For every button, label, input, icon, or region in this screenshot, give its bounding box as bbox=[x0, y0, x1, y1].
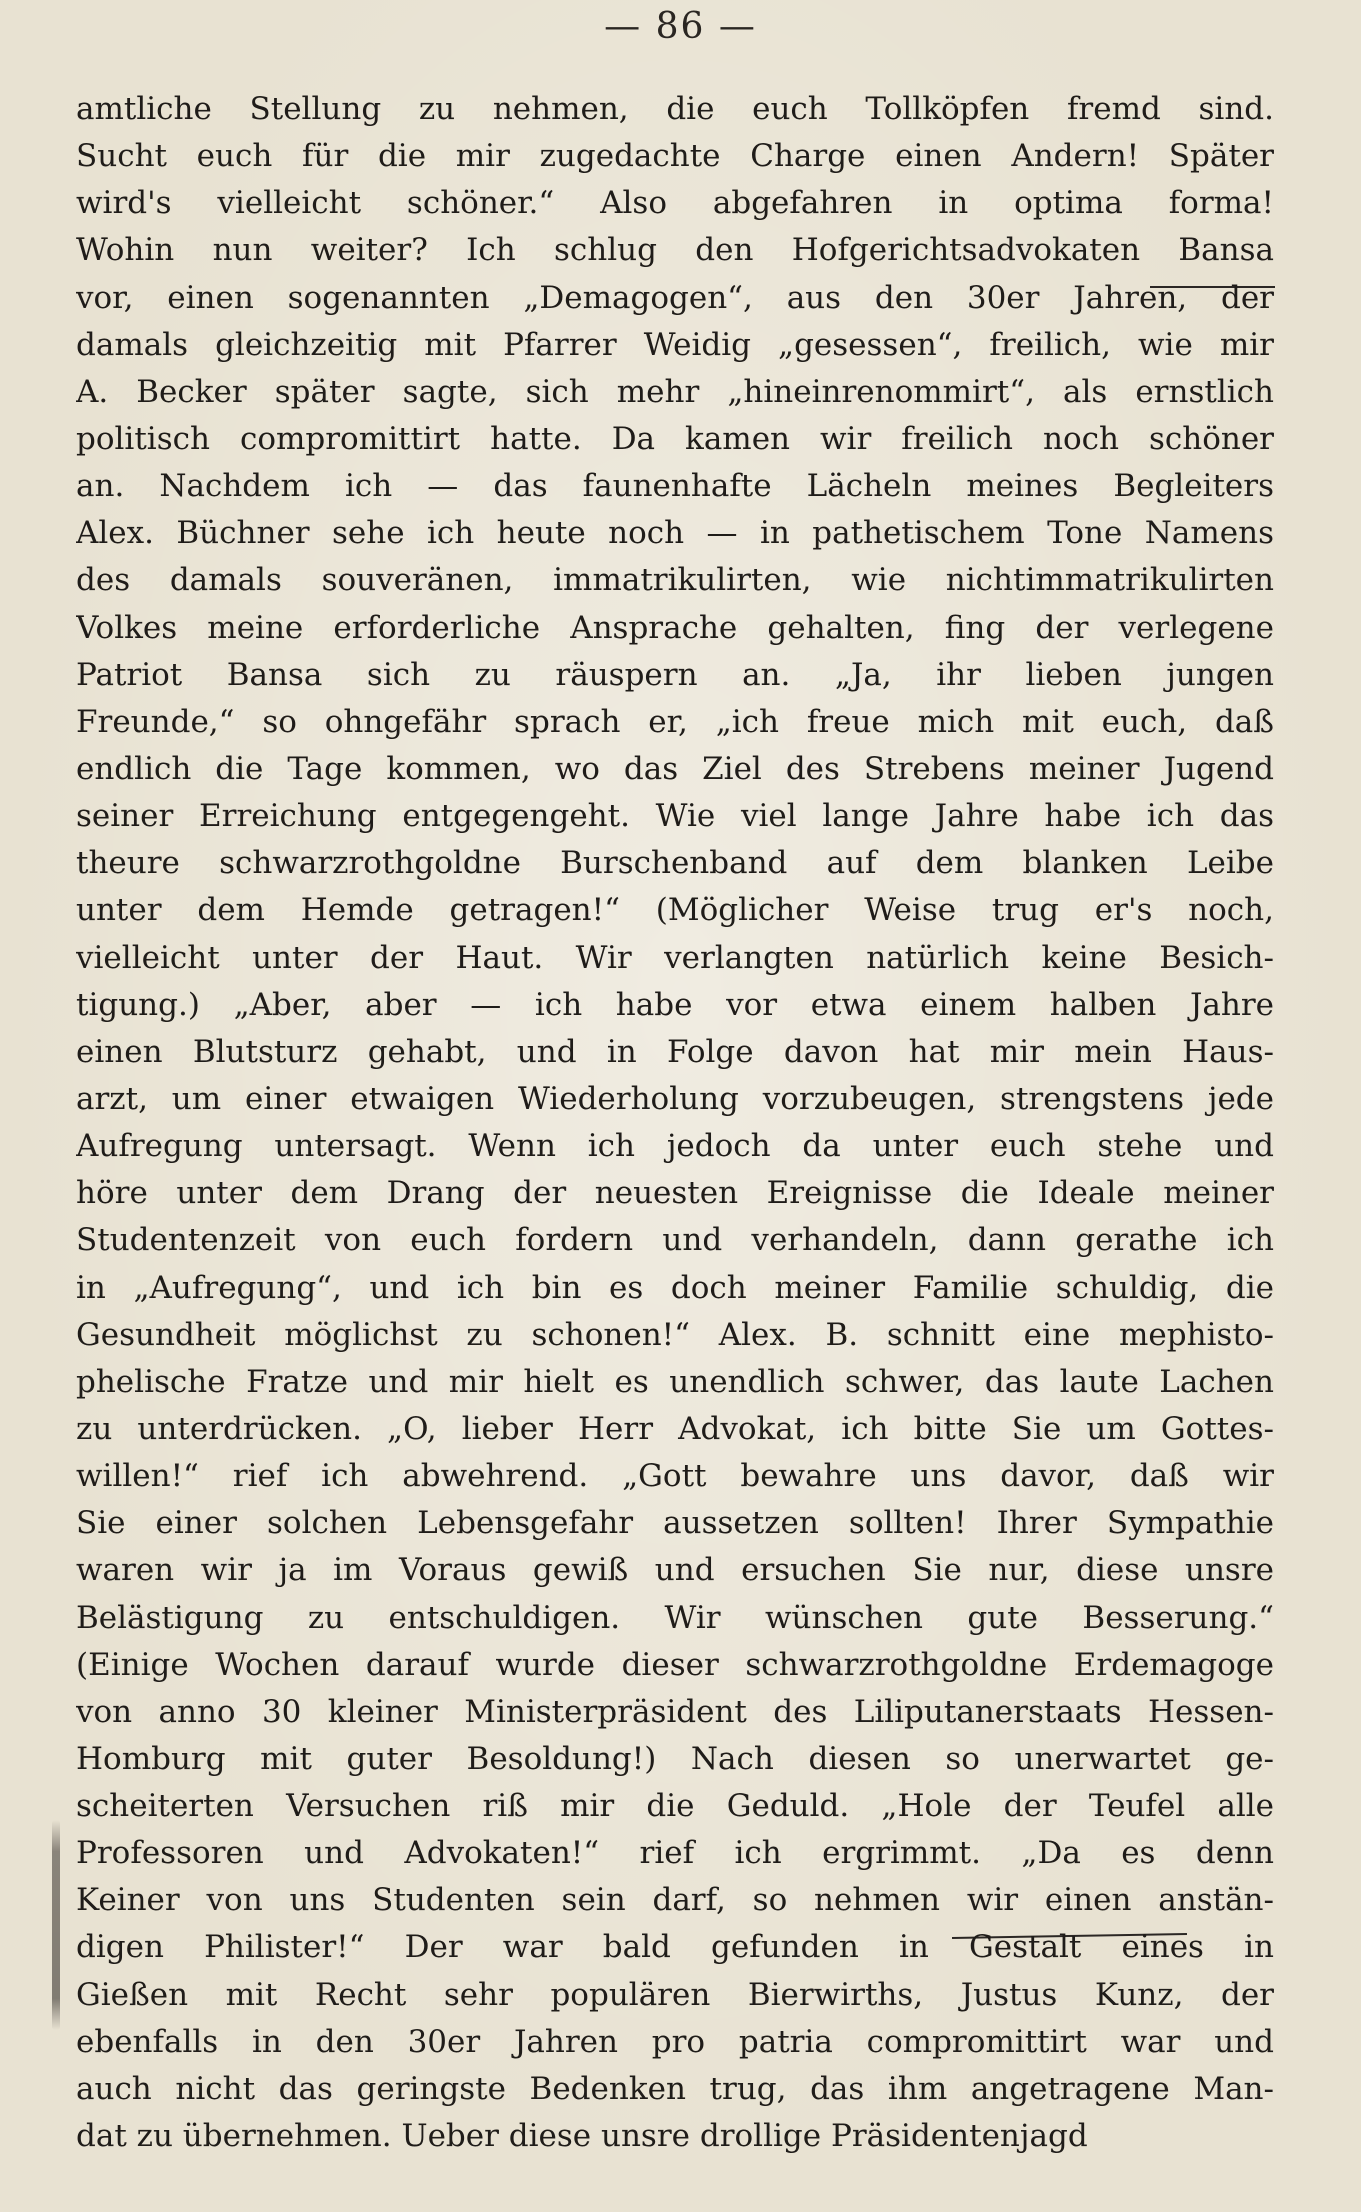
text-line: tigung.) „Aber, aber — ich habe vor etwa einem halben Jahre bbox=[76, 986, 1274, 1023]
text-line: einen Blutsturz gehabt, und in Folge davon hat mir mein Haus- bbox=[76, 1033, 1274, 1070]
text-line: Freunde,“ so ohngefähr sprach er, „ich freue mich mit euch, daß bbox=[76, 703, 1274, 740]
text-line: arzt, um einer etwaigen Wiederholung vorzubeugen, strengstens jede bbox=[76, 1080, 1274, 1117]
text-line: vielleicht unter der Haut. Wir verlangten natürlich keine Besich- bbox=[76, 939, 1274, 976]
text-line: Sie einer solchen Lebensgefahr aussetzen sollten! Ihrer Sympathie bbox=[76, 1505, 1274, 1542]
text-line: Alex. Büchner sehe ich heute noch — in pathetischem Tone Namens bbox=[76, 515, 1274, 552]
text-line: Gesundheit möglichst zu schonen!“ Alex. B. schnitt eine mephisto- bbox=[76, 1316, 1274, 1353]
text-line: Studentenzeit von euch fordern und verhandeln, dann gerathe ich bbox=[76, 1222, 1274, 1259]
text-line: zu unterdrücken. „O, lieber Herr Advokat, ich bitte Sie um Gottes- bbox=[76, 1410, 1274, 1447]
text-line: willen!“ rief ich abwehrend. „Gott bewahre uns davor, daß wir bbox=[76, 1458, 1274, 1495]
text-line: an. Nachdem ich — das faunenhafte Lächeln meines Begleiters bbox=[76, 468, 1274, 505]
text-line: (Einige Wochen darauf wurde dieser schwarzrothgoldne Erdemagoge bbox=[76, 1646, 1274, 1683]
text-line: damals gleichzeitig mit Pfarrer Weidig „gesessen“, freilich, wie mir bbox=[76, 326, 1274, 363]
text-line: endlich die Tage kommen, wo das Ziel des Strebens meiner Jugend bbox=[76, 750, 1274, 787]
page-number: — 86 — bbox=[604, 6, 757, 47]
text-line: phelische Fratze und mir hielt es unendlich schwer, das laute Lachen bbox=[76, 1363, 1274, 1400]
text-line: seiner Erreichung entgegengeht. Wie viel lange Jahre habe ich das bbox=[76, 798, 1274, 835]
text-line: scheiterten Versuchen riß mir die Geduld. „Hole der Teufel alle bbox=[76, 1788, 1274, 1825]
text-line: amtliche Stellung zu nehmen, die euch Tollköpfen fremd sind. bbox=[76, 91, 1274, 127]
text-line: Homburg mit guter Besoldung!) Nach diesen so unerwartet ge- bbox=[76, 1740, 1274, 1777]
text-line: höre unter dem Drang der neuesten Ereignisse die Ideale meiner bbox=[76, 1175, 1274, 1212]
text-line: Volkes meine erforderliche Ansprache gehalten, fing der verlegene bbox=[76, 609, 1274, 646]
text-line: Sucht euch für die mir zugedachte Charge einen Andern! Später bbox=[76, 138, 1274, 175]
text-line: Belästigung zu entschuldigen. Wir wünschen gute Besserung.“ bbox=[76, 1599, 1274, 1636]
text-line: Patriot Bansa sich zu räuspern an. „Ja, ihr lieben jungen bbox=[76, 656, 1274, 693]
text-line: Wohin nun weiter? Ich schlug den Hofgerichtsadvokaten Bansa bbox=[76, 232, 1274, 269]
text-line: Gießen mit Recht sehr populären Bierwirths, Justus Kunz, der bbox=[76, 1976, 1274, 2013]
text-line: Aufregung untersagt. Wenn ich jedoch da unter euch stehe und bbox=[76, 1128, 1274, 1165]
text-line: Professoren und Advokaten!“ rief ich ergrimmt. „Da es denn bbox=[76, 1835, 1274, 1872]
text-line: digen Philister!“ Der war bald gefunden in Gestalt eines in bbox=[76, 1929, 1274, 1966]
text-line: Keiner von uns Studenten sein darf, so nehmen wir einen anstän- bbox=[76, 1882, 1274, 1919]
text-line: politisch compromittirt hatte. Da kamen wir freilich noch schöner bbox=[76, 420, 1274, 457]
text-line: auch nicht das geringste Bedenken trug, das ihm angetragene Man- bbox=[76, 2070, 1274, 2107]
text-line: waren wir ja im Voraus gewiß und ersuchen Sie nur, diese unsre bbox=[76, 1552, 1274, 1589]
text-line: ebenfalls in den 30er Jahren pro patria compromittirt war und bbox=[76, 2023, 1274, 2060]
text-line: von anno 30 kleiner Ministerpräsident des Liliputanerstaats Hessen- bbox=[76, 1693, 1274, 1730]
pencil-margin-mark bbox=[52, 1820, 60, 2030]
text-line: des damals souveränen, immatrikulirten, wie nichtimmatrikulirten bbox=[76, 562, 1274, 599]
text-line: unter dem Hemde getragen!“ (Möglicher Weise trug er's noch, bbox=[76, 892, 1274, 929]
text-line: dat zu übernehmen. Ueber diese unsre drollige Präsidentenjagd bbox=[76, 2118, 1088, 2155]
text-line: vor, einen sogenannten „Demagogen“, aus den 30er Jahren, der bbox=[76, 279, 1274, 316]
text-line: theure schwarzrothgoldne Burschenband auf dem blanken Leibe bbox=[76, 845, 1274, 882]
text-line: A. Becker später sagte, sich mehr „hineinrenommirt“, als ernstlich bbox=[76, 373, 1274, 410]
text-line: in „Aufregung“, und ich bin es doch meiner Familie schuldig, die bbox=[76, 1269, 1274, 1306]
text-line: wird's vielleicht schöner.“ Also abgefahren in optima forma! bbox=[76, 185, 1274, 222]
body-text bbox=[76, 86, 1274, 2160]
